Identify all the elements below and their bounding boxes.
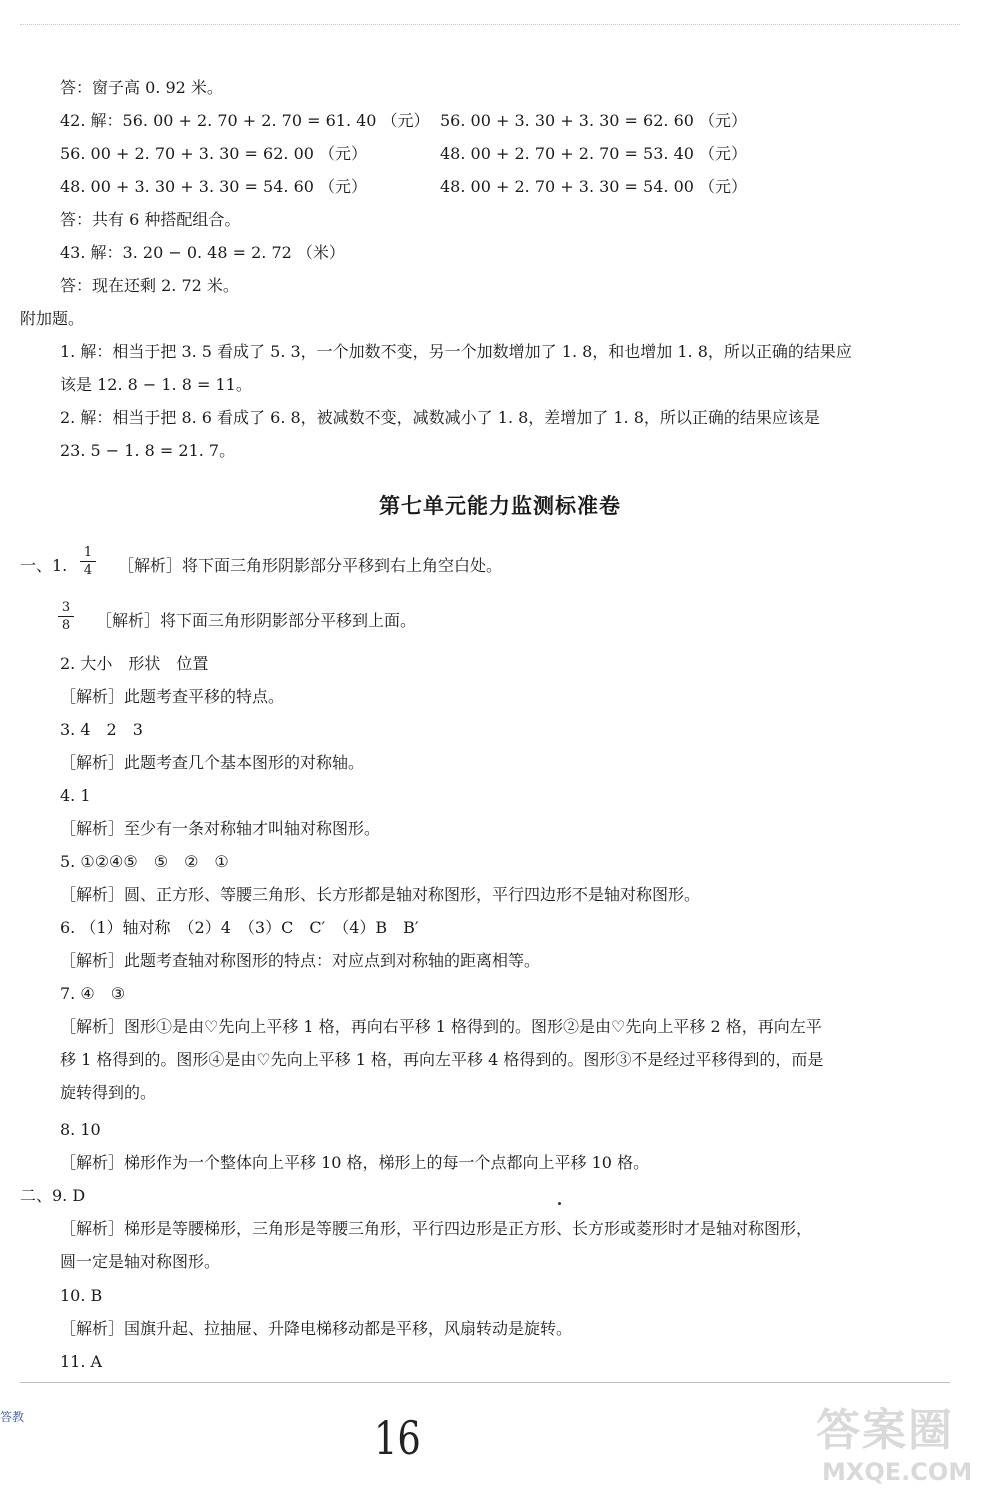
- q3-explanation: ［解析］此题考查几个基本图形的对称轴。: [60, 753, 365, 772]
- q5-explanation: ［解析］圆、正方形、等腰三角形、长方形都是轴对称图形，平行四边形不是轴对称图形。: [60, 885, 701, 904]
- fraction-numerator: 3: [61, 600, 71, 615]
- q42-line1-right: 56. 00 + 3. 30 + 3. 30 = 62. 60 （元）: [440, 111, 748, 130]
- answer-window-height: 答：窗子高 0. 92 米。: [60, 78, 223, 97]
- q9-answer: 二、9. D: [20, 1186, 86, 1205]
- q10-answer: 10. B: [60, 1286, 103, 1305]
- q1b-explanation: ［解析］将下面三角形阴影部分平移到上面。: [96, 611, 417, 630]
- q1-prefix: 一、1.: [20, 556, 68, 575]
- watermark-url: MXQE.COM: [822, 1458, 973, 1486]
- margin-tab-label: 答教: [0, 1410, 25, 1424]
- q6-explanation: ［解析］此题考查轴对称图形的特点：对应点到对称轴的距离相等。: [60, 951, 541, 970]
- q7-explanation-line1: ［解析］图形①是由♡先向上平移 1 格，再向右平移 1 格得到的。图形②是由♡先向上平移 2 格，再向左平: [60, 1017, 822, 1036]
- q43-solution: 43. 解：3. 20 − 0. 48 = 2. 72 （米）: [60, 243, 345, 262]
- bonus-1-line1: 1. 解：相当于把 3. 5 看成了 5. 3，一个加数不变，另一个加数增加了 1. 8，和也增加 1. 8，所以正确的结果应: [60, 342, 852, 361]
- bonus-heading: 附加题。: [20, 309, 85, 328]
- q9-explanation-line1: ［解析］梯形是等腰梯形，三角形是等腰三角形，平行四边形是正方形、长方形或菱形时才是轴对称图形，: [60, 1219, 813, 1238]
- q2-answer: 2. 大小 形状 位置: [60, 654, 209, 673]
- q4-explanation: ［解析］至少有一条对称轴才叫轴对称图形。: [60, 819, 381, 838]
- q43-answer: 答：现在还剩 2. 72 米。: [60, 276, 239, 295]
- fraction-bar: [80, 561, 96, 562]
- q8-explanation: ［解析］梯形作为一个整体向上平移 10 格，梯形上的每一个点都向上平移 10 格。: [60, 1153, 650, 1172]
- fraction-numerator: 1: [83, 545, 93, 560]
- q5-answer: 5. ①②④⑤ ⑤ ② ①: [60, 852, 229, 871]
- q42-line2-right: 48. 00 + 2. 70 + 2. 70 = 53. 40 （元）: [440, 144, 748, 163]
- fraction-three-eighths: [58, 600, 74, 633]
- top-divider: [20, 24, 960, 25]
- q10-explanation: ［解析］国旗升起、拉抽屉、升降电梯移动都是平移，风扇转动是旋转。: [60, 1319, 573, 1338]
- bonus-1-line2: 该是 12. 8 − 1. 8 = 11。: [60, 375, 252, 394]
- q7-explanation-line2: 移 1 格得到的。图形④是由♡先向上平移 1 格，再向左平移 4 格得到的。图形③不是经过平移得到的，而是: [60, 1050, 824, 1069]
- fraction-bar: [58, 616, 74, 617]
- bottom-divider: [20, 1382, 950, 1383]
- page-number: 16: [374, 1411, 421, 1465]
- watermark-logo-text: 答案圈: [816, 1405, 954, 1456]
- section-title: 第七单元能力监测标准卷: [379, 494, 621, 518]
- q4-answer: 4. 1: [60, 786, 91, 805]
- q6-answer: 6. （1）轴对称 （2）4 （3）C C′ （4）B B′: [60, 918, 419, 937]
- bonus-2-line2: 23. 5 − 1. 8 = 21. 7。: [60, 441, 236, 460]
- q1-explanation: ［解析］将下面三角形阴影部分平移到右上角空白处。: [118, 556, 503, 575]
- bonus-2-line1: 2. 解：相当于把 8. 6 看成了 6. 8，被减数不变，减数减小了 1. 8，差增加了 1. 8，所以正确的结果应该是: [60, 408, 820, 427]
- q42-line3-left: 48. 00 + 3. 30 + 3. 30 = 54. 60 （元）: [60, 177, 368, 196]
- fraction-denominator: 8: [61, 618, 71, 633]
- q2-explanation: ［解析］此题考查平移的特点。: [60, 687, 285, 706]
- q7-explanation-line3: 旋转得到的。: [60, 1083, 157, 1102]
- q42-line3-right: 48. 00 + 2. 70 + 3. 30 = 54. 00 （元）: [440, 177, 748, 196]
- q3-answer: 3. 4 2 3: [60, 720, 143, 739]
- q7-answer: 7. ④ ③: [60, 984, 126, 1003]
- fraction-one-quarter: [80, 545, 96, 578]
- q42-line1-left: 42. 解：56. 00 + 2. 70 + 2. 70 = 61. 40 （元）: [60, 111, 430, 130]
- q42-answer: 答：共有 6 种搭配组合。: [60, 210, 241, 229]
- q8-answer: 8. 10: [60, 1120, 101, 1139]
- fraction-denominator: 4: [83, 563, 93, 578]
- stray-dot: [558, 1202, 561, 1205]
- q9-explanation-line2: 圆一定是轴对称图形。: [60, 1252, 221, 1271]
- q42-line2-left: 56. 00 + 2. 70 + 3. 30 = 62. 00 （元）: [60, 144, 368, 163]
- q11-answer: 11. A: [60, 1352, 103, 1371]
